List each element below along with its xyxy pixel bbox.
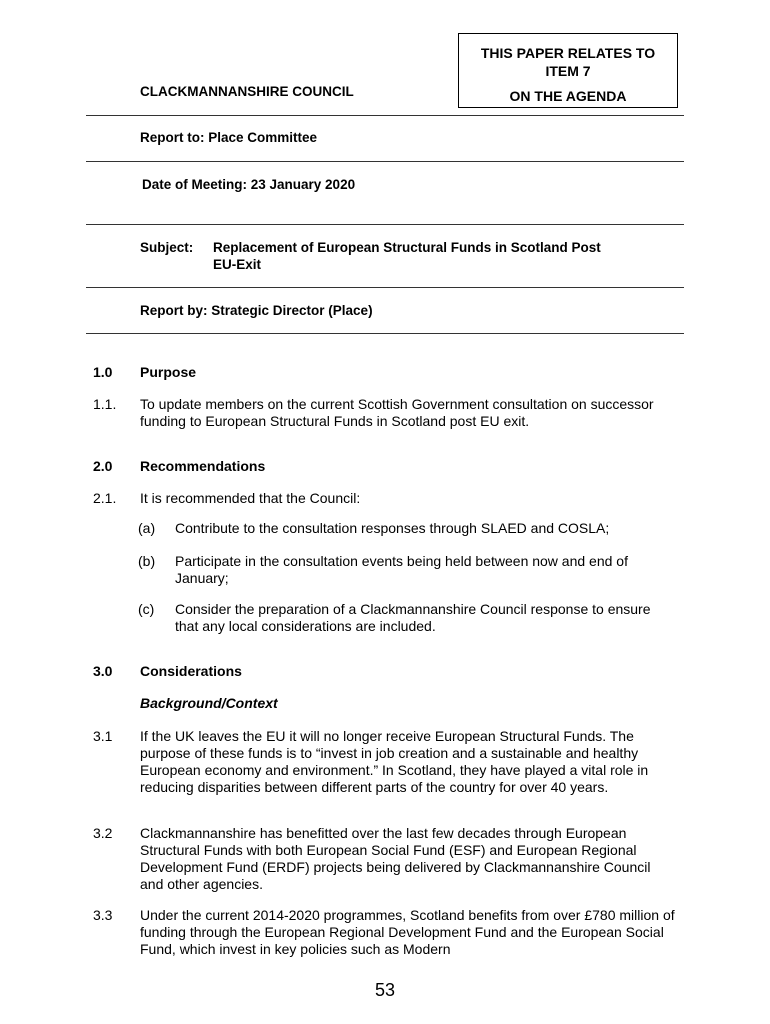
- council-name: CLACKMANNANSHIRE COUNCIL: [140, 84, 354, 99]
- divider: [86, 224, 684, 225]
- list-item-text: Contribute to the consultation responses through SLAED and COSLA;: [175, 520, 610, 536]
- agenda-item-box: [458, 33, 678, 108]
- page-number: 53: [374, 980, 396, 1000]
- paragraph-text: To update members on the current Scottish Government consultation on successor funding to European Structural Funds in Scotland post EU exit.: [140, 396, 654, 429]
- agenda-box-line1: THIS PAPER RELATES TO: [480, 45, 656, 61]
- section-title: Purpose: [140, 364, 197, 380]
- section-number: 1.0: [93, 364, 113, 380]
- subject-label: Subject:: [140, 240, 194, 255]
- agenda-box-line3: ON THE AGENDA: [509, 88, 627, 104]
- subject-line1: Replacement of European Structural Funds in Scotland Post: [213, 240, 601, 255]
- paragraph-text: Under the current 2014-2020 programmes, Scotland benefits from over £780 million of funding through the European Regional Development Fund and the European Social Fund, which invest in key policies such as Modern: [140, 907, 675, 957]
- paragraph-number: 3.3: [93, 907, 113, 923]
- paragraph-text: Clackmannanshire has benefitted over the last few decades through European Structural Funds with both European Social Fund (ESF) and European Regional Development Fund (ERDF) projects being delivered by Clackmannanshire Council and other agencies.: [140, 825, 651, 892]
- list-item-label: (c): [138, 601, 155, 617]
- meeting-date: Date of Meeting: 23 January 2020: [142, 177, 356, 192]
- report-by: Report by: Strategic Director (Place): [140, 303, 373, 318]
- paragraph-number: 3.1: [93, 728, 113, 744]
- report-to: Report to: Place Committee: [140, 130, 318, 145]
- list-item-label: (a): [138, 520, 156, 536]
- list-item-text: Participate in the consultation events being held between now and end of January;: [175, 553, 628, 586]
- paragraph-text: It is recommended that the Council:: [140, 490, 361, 506]
- list-item-label: (b): [138, 553, 156, 569]
- list-item-text: Consider the preparation of a Clackmannanshire Council response to ensure that any local considerations are included.: [175, 601, 651, 634]
- section-title: Recommendations: [140, 458, 266, 474]
- paragraph-text: If the UK leaves the EU it will no longer receive European Structural Funds. The purpose of these funds is to “invest in job creation and a sustainable and healthy European economy and environment.” In Scotland, they have played a vital role in reducing disparities between different parts of the country for over 40 years.: [140, 728, 649, 795]
- divider: [86, 333, 684, 334]
- divider: [86, 115, 684, 116]
- subsection-title: Background/Context: [140, 695, 278, 711]
- agenda-box-line2: ITEM 7: [545, 63, 591, 79]
- paragraph-number: 2.1.: [93, 490, 117, 506]
- section-title: Considerations: [140, 663, 242, 679]
- divider: [86, 161, 684, 162]
- divider: [86, 287, 684, 288]
- subject-line2: EU-Exit: [213, 257, 262, 272]
- section-number: 2.0: [93, 458, 113, 474]
- paragraph-number: 1.1.: [93, 396, 117, 412]
- paragraph-number: 3.2: [93, 825, 113, 841]
- section-number: 3.0: [93, 663, 113, 679]
